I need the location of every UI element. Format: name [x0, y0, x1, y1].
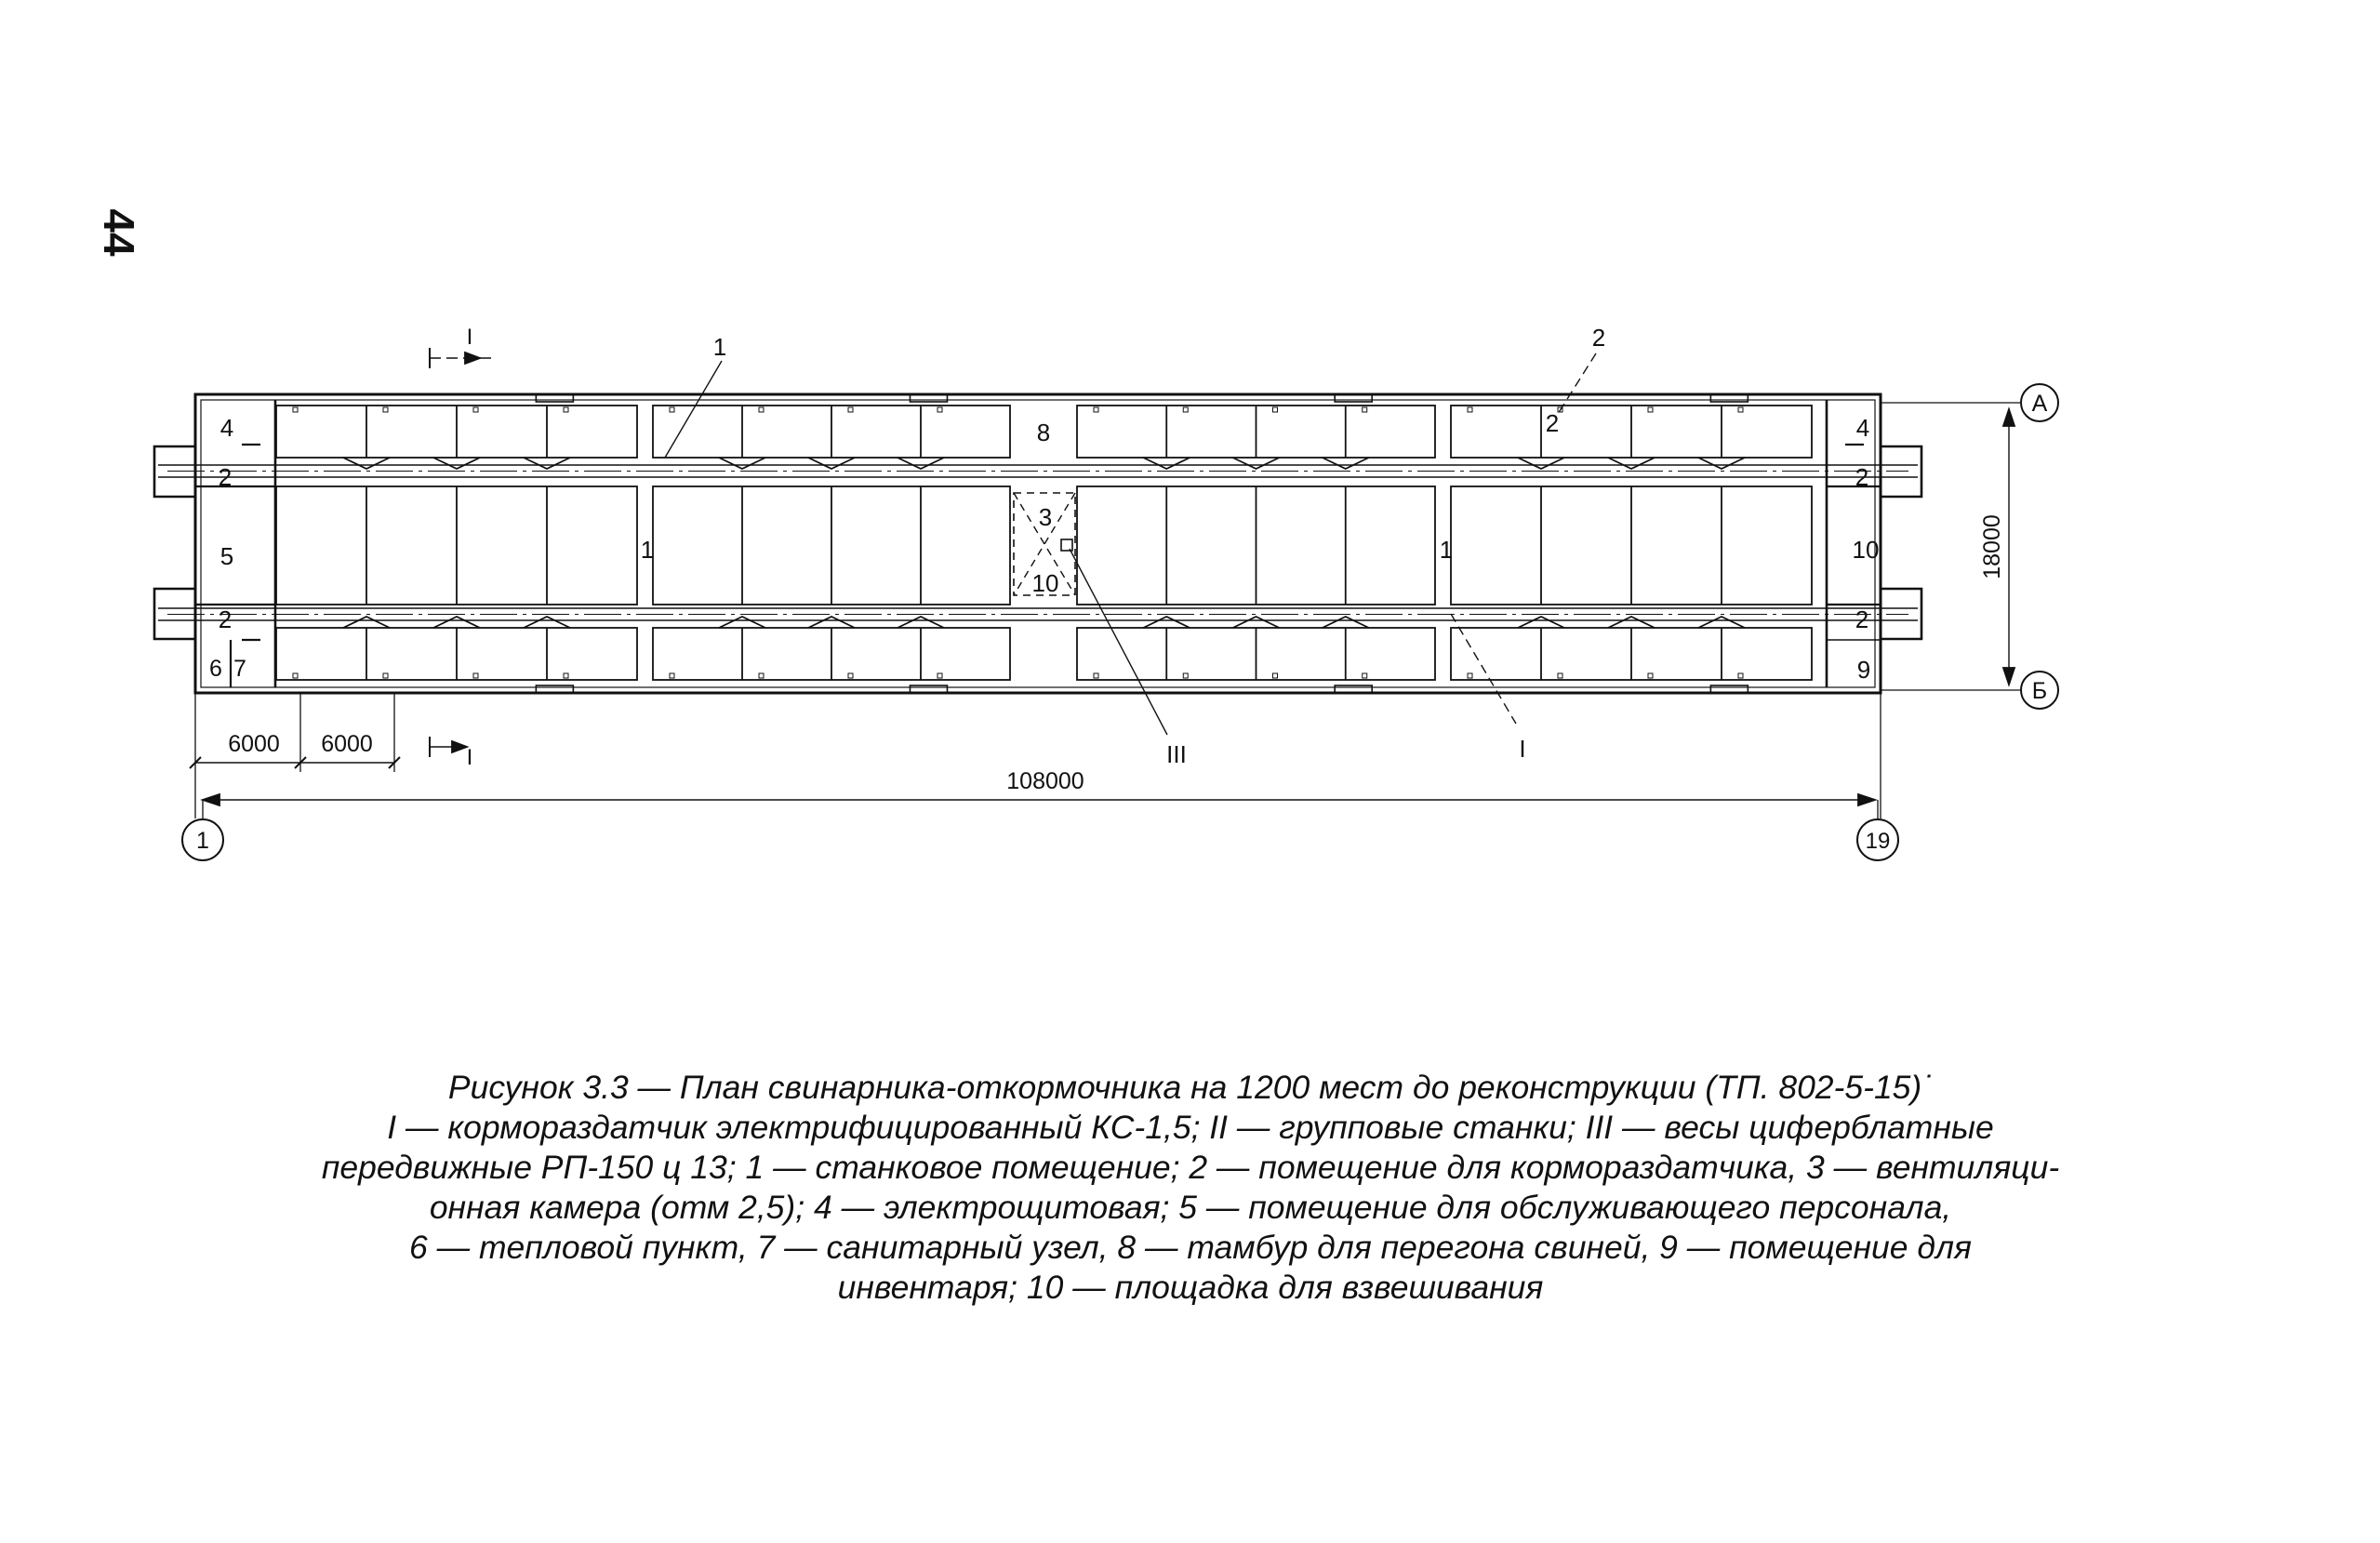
page-number: 44 [95, 208, 143, 257]
callout-III: III [1166, 740, 1187, 768]
post-marker [937, 673, 942, 678]
feeder-chevron [897, 617, 944, 628]
callout-I: I [1519, 735, 1526, 763]
post-marker [1363, 673, 1367, 678]
axis-label-19: 19 [1865, 829, 1891, 854]
label-room-9: 9 [1856, 656, 1871, 684]
label-room-6: 6 [209, 656, 222, 682]
post-marker [848, 407, 853, 412]
post-marker [1648, 407, 1653, 412]
post-marker [1738, 407, 1743, 412]
feeder-chevron [1518, 458, 1564, 469]
feeder-chevron [1323, 458, 1369, 469]
dim-arrow [2003, 668, 2014, 685]
caption-line: передвижные РП-150 ц 13; 1 — станковое помещение; 2 — помещение для кормораздатчика, 3 — вентиляци- [321, 1149, 2060, 1186]
post-marker [383, 673, 388, 678]
label-room-7: 7 [233, 656, 246, 682]
post-marker [1468, 673, 1472, 678]
label-room-10-center: 10 [1031, 569, 1059, 597]
feeder-chevron [1143, 458, 1190, 469]
feeder-chevron [524, 617, 570, 628]
dim-span-1: 6000 [228, 731, 280, 757]
figure-caption [140, 1068, 2241, 1308]
post-marker [1273, 673, 1278, 678]
post-marker [383, 407, 388, 412]
label-room-2-right-lower: 2 [1855, 605, 1869, 633]
feeder-chevron [1518, 617, 1564, 628]
leader-III [1070, 549, 1167, 735]
dim-arrow [203, 794, 219, 805]
scale-box [1061, 539, 1072, 551]
post-marker [1183, 407, 1188, 412]
label-room-4-left: 4 [219, 414, 234, 442]
caption-line: инвентаря; 10 — площадка для взвешивания [837, 1269, 1544, 1306]
label-room-1-top: 1 [712, 333, 727, 361]
section-arrow-bottom [452, 741, 467, 752]
feeder-chevron [1233, 458, 1280, 469]
feeder-chevron [524, 458, 570, 469]
label-room-5: 5 [219, 542, 234, 570]
label-room-2-top: 2 [1591, 324, 1606, 352]
post-marker [670, 407, 674, 412]
post-marker [1094, 673, 1098, 678]
post-marker [1183, 673, 1188, 678]
axis-label-A: А [2031, 391, 2048, 417]
label-room-1-left: 1 [640, 536, 655, 564]
section-arrow-top [465, 352, 480, 364]
post-marker [564, 673, 568, 678]
feeder-chevron [719, 617, 765, 628]
post-marker [1363, 407, 1367, 412]
dim-arrow [2003, 409, 2014, 426]
dim-arrow [1858, 794, 1875, 805]
feeder-chevron [1233, 617, 1280, 628]
caption-line: 6 — тепловой пункт, 7 — санитарный узел, 8 — тамбур для перегона свиней, 9 — помещение для [409, 1229, 1972, 1266]
post-marker [670, 673, 674, 678]
label-room-10-right: 10 [1852, 536, 1880, 564]
feeder-chevron [808, 458, 855, 469]
feeder-chevron [1323, 617, 1369, 628]
post-marker [937, 407, 942, 412]
label-room-3: 3 [1038, 503, 1053, 531]
feeder-chevron [343, 617, 390, 628]
dim-width: 18000 [1979, 514, 2005, 579]
label-room-1-right: 1 [1439, 536, 1454, 564]
feeder-chevron [808, 617, 855, 628]
caption-line: I — кормораздатчик электрифицированный КС-1,5; II — групповые станки; III — весы циферблатные [387, 1109, 1994, 1146]
feeder-chevron [719, 458, 765, 469]
section-mark-top: I [466, 325, 473, 350]
label-room-4-right: 4 [1855, 414, 1870, 442]
feeder-chevron [1143, 617, 1190, 628]
feeder-chevron [1698, 458, 1745, 469]
feeder-chevron [343, 458, 390, 469]
feeder-chevron [1608, 617, 1655, 628]
feeder-chevron [1608, 458, 1655, 469]
section-mark-bottom: I [466, 745, 473, 770]
post-marker [473, 673, 478, 678]
post-marker [1468, 407, 1472, 412]
feeder-chevron [433, 458, 480, 469]
dimension-lines [190, 348, 2020, 818]
post-marker [1094, 407, 1098, 412]
label-room-2-left-upper: 2 [218, 463, 233, 491]
leader-room-1 [665, 361, 722, 458]
post-marker [564, 407, 568, 412]
label-room-2-bay: 2 [1545, 409, 1560, 437]
post-marker [1558, 673, 1562, 678]
post-marker [759, 673, 764, 678]
label-room-8: 8 [1036, 419, 1051, 446]
dim-span-2: 6000 [321, 731, 373, 757]
post-marker [759, 407, 764, 412]
post-marker [1738, 673, 1743, 678]
dim-total-length: 108000 [1006, 768, 1084, 794]
label-room-2-left-lower: 2 [218, 605, 233, 633]
post-marker [473, 407, 478, 412]
post-marker [1273, 407, 1278, 412]
axis-label-B: Б [2031, 678, 2048, 704]
post-marker [1648, 673, 1653, 678]
post-marker [293, 407, 298, 412]
feeder-chevron [1698, 617, 1745, 628]
post-marker [848, 673, 853, 678]
axis-label-1: 1 [196, 828, 209, 854]
leader-I [1451, 614, 1516, 724]
caption-line: Рисунок 3.3 — План свинарника-откормочника на 1200 мест до реконструкции (ТП. 802-5-15)˙ [447, 1069, 1934, 1106]
post-marker [293, 673, 298, 678]
label-room-2-right-upper: 2 [1855, 463, 1869, 491]
feeder-chevron [433, 617, 480, 628]
caption-line: онная камера (отм 2,5); 4 — электрощитовая; 5 — помещение для обслуживающего персонала, [429, 1189, 1952, 1226]
feeder-chevron [897, 458, 944, 469]
